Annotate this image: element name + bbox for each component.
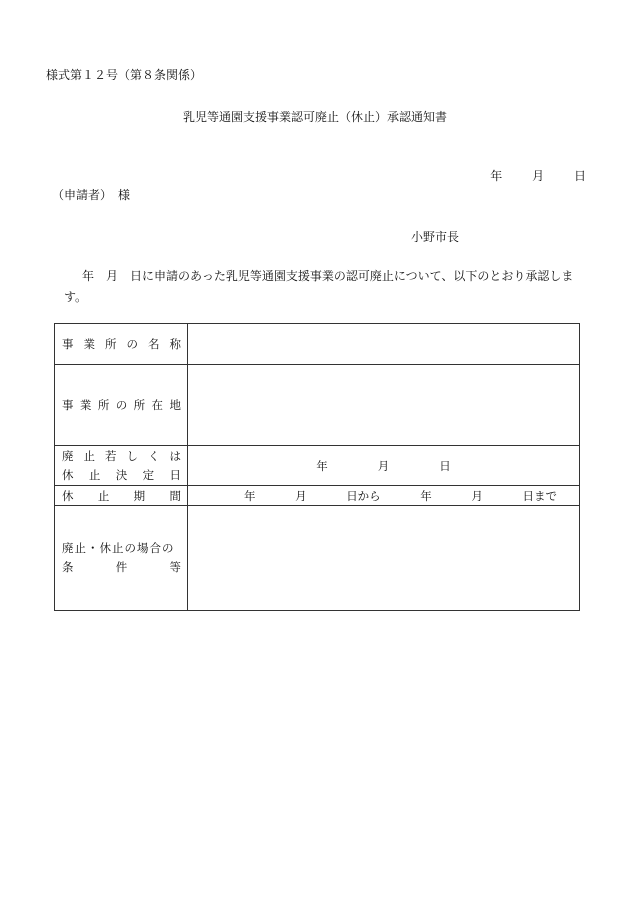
table-row xyxy=(55,324,580,365)
date-month: 月 xyxy=(532,169,545,183)
info-table xyxy=(54,323,580,611)
decision-year: 年 xyxy=(316,458,328,473)
decision-day: 日 xyxy=(439,458,451,473)
decision-month: 月 xyxy=(377,458,390,473)
issuer-name: 小野市長 xyxy=(411,230,460,244)
notice-date xyxy=(464,167,586,184)
conditions-label-line2: 条 件 等 xyxy=(62,560,181,574)
period-from-month: 月 xyxy=(295,488,307,503)
form-number: 様式第１２号（第８条関係） xyxy=(46,68,203,82)
applicant-line: （申請者） 様 xyxy=(52,188,131,202)
period-label: 休 止 期 間 xyxy=(62,488,181,503)
decision-label-line1: 廃 止 若 し く は xyxy=(62,448,181,463)
period-value xyxy=(188,486,580,506)
period-label-cell xyxy=(55,486,188,506)
date-day: 日 xyxy=(573,169,586,183)
period-to-month: 月 xyxy=(471,488,483,503)
table-row xyxy=(55,365,580,446)
conditions-value xyxy=(188,506,580,611)
conditions-label-line1: 廃止・休止の場合の xyxy=(62,541,175,555)
period-to-day: 日まで xyxy=(522,488,557,503)
office-address-label: 事 業 所 の 所 在 地 xyxy=(62,398,181,412)
table-row xyxy=(55,446,580,486)
date-year: 年 xyxy=(490,169,503,183)
office-name-label: 事 業 所 の 名 称 xyxy=(62,337,181,351)
decision-date-label-cell xyxy=(55,446,188,486)
office-name-value xyxy=(188,324,580,365)
period-from-year: 年 xyxy=(244,488,256,503)
period-to-year: 年 xyxy=(420,488,432,503)
office-name-label-cell xyxy=(55,324,188,365)
conditions-label-cell xyxy=(55,506,188,611)
decision-date-value xyxy=(188,446,580,486)
office-address-value xyxy=(188,365,580,446)
table-row xyxy=(55,486,580,506)
body-paragraph: 年 月 日に申請のあった乳児等通園支援事業の認可廃止について、以下のとおり承認します。 xyxy=(64,269,574,304)
decision-label-line2: 休 止 決 定 日 xyxy=(62,467,181,482)
office-address-label-cell xyxy=(55,365,188,446)
period-from-day: 日から xyxy=(346,488,381,503)
table-row xyxy=(55,506,580,611)
document-title: 乳児等通園支援事業認可廃止（休止）承認通知書 xyxy=(182,110,447,124)
